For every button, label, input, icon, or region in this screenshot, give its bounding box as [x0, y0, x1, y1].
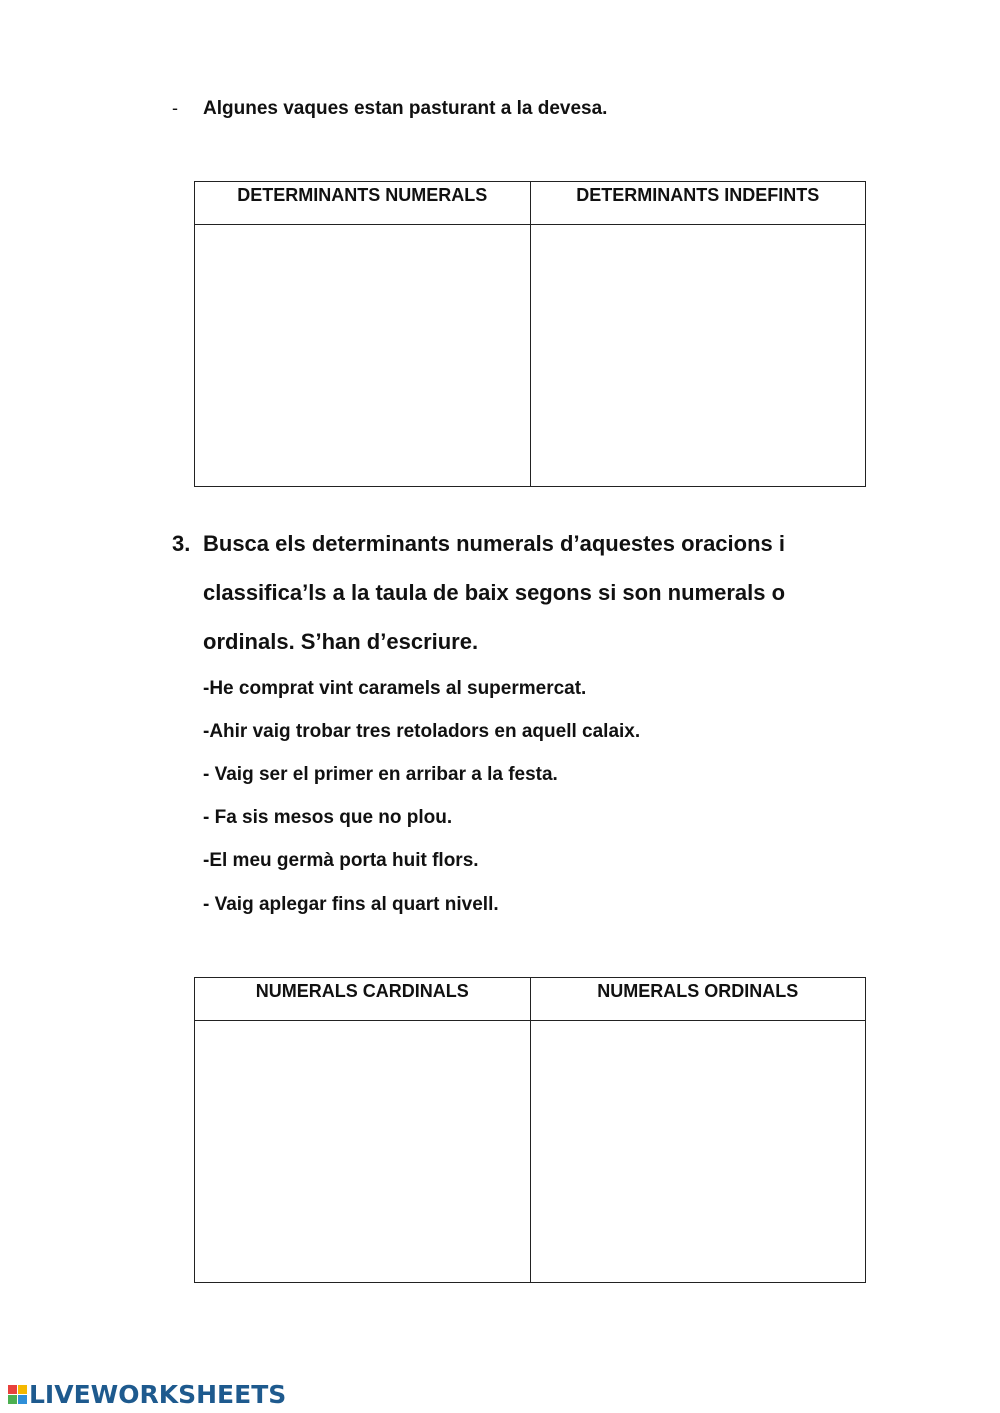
column-header-cardinals: NUMERALS CARDINALS	[195, 978, 531, 1021]
question-line-1: Busca els determinants numerals d’aquestes oracions i	[203, 531, 785, 556]
classification-table-numerals	[194, 977, 866, 1283]
question-line-3: ordinals. S’han d’escriure.	[203, 629, 479, 654]
question-number: 3.	[172, 531, 191, 556]
column-header-numerals: DETERMINANTS NUMERALS	[195, 182, 531, 225]
question-line-2: classifica’ls a la taula de baix segons si son numerals o	[203, 580, 786, 605]
column-header-ordinals: NUMERALS ORDINALS	[530, 978, 866, 1021]
example-item-2: -Ahir vaig trobar tres retoladors en aquell calaix.	[203, 721, 641, 742]
column-header-indefinits: DETERMINANTS INDEFINTS	[530, 182, 866, 225]
bullet-dash: -	[172, 98, 178, 118]
liveworksheets-logo[interactable]	[8, 1380, 286, 1409]
logo-blocks-icon	[8, 1385, 27, 1404]
classification-table-determinants	[194, 181, 866, 487]
example-item-5: -El meu germà porta huit flors.	[203, 850, 479, 871]
answer-cell-numerals[interactable]	[195, 225, 531, 487]
example-item-6: - Vaig aplegar fins al quart nivell.	[203, 894, 499, 915]
example-sentence: Algunes vaques estan pasturant a la devesa.	[203, 98, 608, 119]
answer-cell-ordinals[interactable]	[530, 1021, 866, 1283]
example-item-4: - Fa sis mesos que no plou.	[203, 807, 453, 828]
logo-text: LIVEWORKSHEETS	[29, 1380, 287, 1409]
answer-cell-indefinits[interactable]	[530, 225, 866, 487]
example-item-3: - Vaig ser el primer en arribar a la festa.	[203, 764, 558, 785]
example-item-1: -He comprat vint caramels al supermercat.	[203, 678, 587, 699]
answer-cell-cardinals[interactable]	[195, 1021, 531, 1283]
